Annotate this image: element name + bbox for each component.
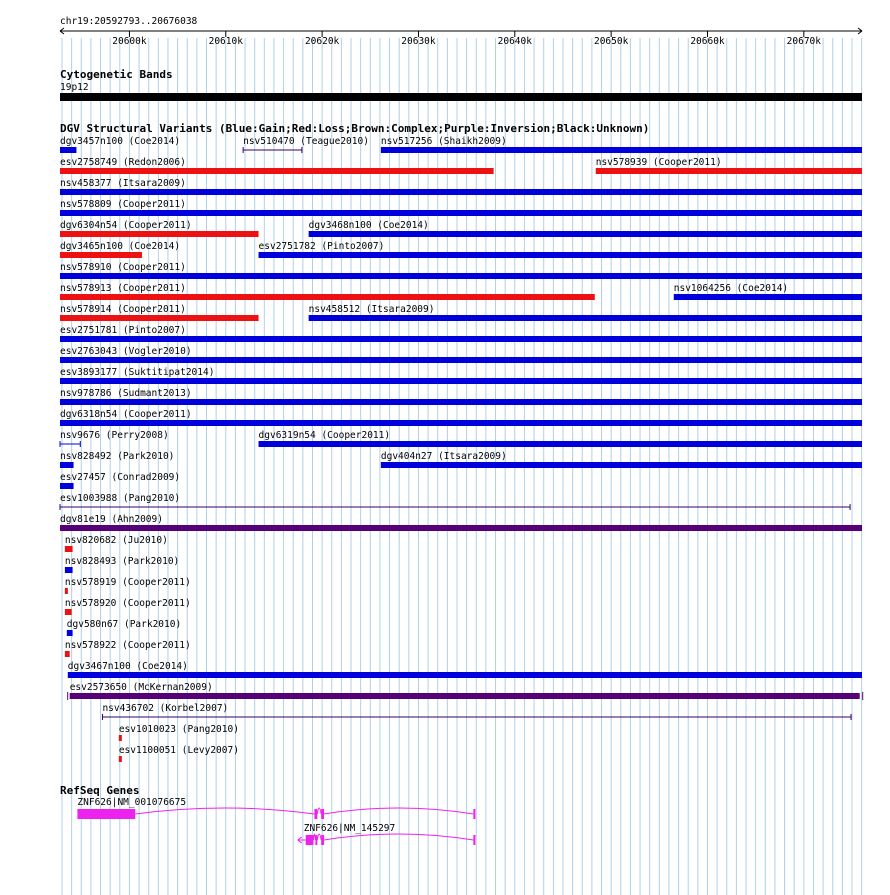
dgv-feature-label: nsv578910 (Cooper2011) <box>60 262 186 273</box>
cytoband-label: 19p12 <box>60 82 89 93</box>
dgv-feature-bar[interactable] <box>65 567 73 573</box>
dgv-feature-label: esv2763043 (Vogler2010) <box>60 346 192 357</box>
gene-label: ZNF626|NM_001076675 <box>77 797 187 808</box>
dgv-feature-bar[interactable] <box>60 168 494 174</box>
dgv-feature-label: nsv578922 (Cooper2011) <box>64 640 191 651</box>
ruler-tick-label: 20660k <box>690 36 725 47</box>
dgv-feature-bar[interactable] <box>60 252 142 258</box>
dgv-feature-bar[interactable] <box>60 336 862 342</box>
dgv-feature-label: esv1100051 (Levy2007) <box>118 745 239 756</box>
dgv-feature-bar[interactable] <box>65 546 73 552</box>
dgv-feature-bar[interactable] <box>65 588 68 594</box>
dgv-feature-bar[interactable] <box>60 525 862 531</box>
dgv-feature-bar[interactable] <box>60 210 862 216</box>
dgv-feature-bar[interactable] <box>381 462 862 468</box>
dgv-feature-label: esv2573650 (McKernan2009) <box>69 682 213 693</box>
dgv-feature-bar[interactable] <box>67 630 73 636</box>
gene-strand-arrow-icon <box>298 837 306 843</box>
dgv-feature-label: dgv580n67 (Park2010) <box>66 619 182 630</box>
dgv-feature-bar[interactable] <box>309 315 862 321</box>
cytoband-track <box>60 68 862 101</box>
gene-intron <box>135 808 314 814</box>
dgv-feature-bar[interactable] <box>60 462 74 468</box>
refseq-title: RefSeq Genes <box>60 784 140 797</box>
dgv-feature-label: nsv510470 (Teague2010) <box>243 136 369 147</box>
dgv-feature-label: esv1010023 (Pang2010) <box>118 724 239 735</box>
ruler-tick-label: 20600k <box>112 36 147 47</box>
dgv-feature-bar[interactable] <box>119 735 122 741</box>
dgv-feature-bar[interactable] <box>70 693 860 699</box>
dgv-feature-label: nsv820682 (Ju2010) <box>64 535 168 546</box>
dgv-feature-bar[interactable] <box>68 672 862 678</box>
gene-exon[interactable] <box>473 809 475 819</box>
ruler-tick-label: 20630k <box>401 36 436 47</box>
dgv-feature-label: nsv436702 (Korbel2007) <box>102 703 229 714</box>
dgv-feature-bar[interactable] <box>60 273 862 279</box>
dgv-feature-label: dgv3468n100 (Coe2014) <box>308 220 429 231</box>
ruler-track <box>60 16 862 47</box>
dgv-feature-label: dgv3457n100 (Coe2014) <box>60 136 181 147</box>
cytoband-title: Cytogenetic Bands <box>60 68 173 81</box>
dgv-feature-label: dgv404n27 (Itsara2009) <box>380 451 507 462</box>
ruler-tick-label: 20670k <box>786 36 821 47</box>
dgv-feature-bar[interactable] <box>60 294 595 300</box>
dgv-feature-bar[interactable] <box>60 378 862 384</box>
gene-intron <box>317 834 321 840</box>
dgv-feature-bar[interactable] <box>674 294 862 300</box>
ruler-tick-label: 20640k <box>497 36 532 47</box>
gene-exon[interactable] <box>306 835 314 845</box>
gene-exon[interactable] <box>321 835 324 845</box>
gene-exon[interactable] <box>473 835 475 845</box>
gene-intron <box>317 808 321 814</box>
dgv-feature-label: dgv6304n54 (Cooper2011) <box>60 220 192 231</box>
dgv-feature-label: dgv6318n54 (Cooper2011) <box>60 409 192 420</box>
dgv-feature-label: dgv3467n100 (Coe2014) <box>67 661 188 672</box>
gene-exon[interactable] <box>321 809 324 819</box>
dgv-feature-label: esv27457 (Conrad2009) <box>60 472 181 483</box>
dgv-feature-bar[interactable] <box>259 441 862 447</box>
dgv-feature-label: nsv458512 (Itsara2009) <box>308 304 435 315</box>
region-label: chr19:20592793..20676038 <box>60 16 198 27</box>
gene-label: ZNF626|NM_145297 <box>303 823 396 834</box>
ruler-tick-label: 20650k <box>593 36 629 47</box>
dgv-feature-label: nsv1064256 (Coe2014) <box>673 283 789 294</box>
dgv-feature-label: nsv578913 (Cooper2011) <box>60 283 186 294</box>
dgv-feature-label: dgv81e19 (Ahn2009) <box>60 514 163 525</box>
dgv-feature-bar[interactable] <box>60 147 76 153</box>
dgv-feature-label: nsv578920 (Cooper2011) <box>64 598 191 609</box>
dgv-feature-label: nsv578919 (Cooper2011) <box>64 577 191 588</box>
refseq-genes <box>77 797 475 845</box>
dgv-feature-bar[interactable] <box>65 651 70 657</box>
dgv-feature-bar[interactable] <box>60 315 259 321</box>
dgv-feature-label: nsv458377 (Itsara2009) <box>60 178 186 189</box>
dgv-feature-label: esv2751781 (Pinto2007) <box>60 325 186 336</box>
dgv-feature-label: nsv828492 (Park2010) <box>60 451 175 462</box>
dgv-feature-label: nsv578914 (Cooper2011) <box>60 304 186 315</box>
dgv-feature-label: dgv3465n100 (Coe2014) <box>60 241 181 252</box>
dgv-feature-bar[interactable] <box>60 420 862 426</box>
ruler-tick-label: 20620k <box>304 36 340 47</box>
gene-exon[interactable] <box>77 809 135 819</box>
dgv-feature-bar[interactable] <box>60 399 862 405</box>
gene-exon[interactable] <box>314 809 317 819</box>
dgv-feature-label: esv3893177 (Suktitipat2014) <box>60 367 215 378</box>
dgv-feature-bar[interactable] <box>60 189 862 195</box>
dgv-feature-bar[interactable] <box>596 168 862 174</box>
dgv-feature-label: nsv517256 (Shaikh2009) <box>380 136 507 147</box>
cytoband-bar[interactable] <box>60 93 862 101</box>
dgv-feature-bar[interactable] <box>381 147 862 153</box>
dgv-feature-label: dgv6319n54 (Cooper2011) <box>258 430 391 441</box>
dgv-feature-bar[interactable] <box>60 483 74 489</box>
refseq-track <box>60 784 475 845</box>
ruler-tick-label: 20610k <box>208 36 243 47</box>
dgv-feature-bar[interactable] <box>119 756 122 762</box>
dgv-feature-bar[interactable] <box>309 231 862 237</box>
dgv-feature-label: nsv828493 (Park2010) <box>64 556 180 567</box>
dgv-feature-bar[interactable] <box>60 357 862 363</box>
dgv-track <box>60 122 863 762</box>
dgv-feature-label: nsv978786 (Sudmant2013) <box>60 388 192 399</box>
dgv-feature-bar[interactable] <box>65 609 72 615</box>
dgv-features <box>60 136 863 762</box>
gene-exon[interactable] <box>315 835 317 845</box>
dgv-title: DGV Structural Variants (Blue:Gain;Red:Loss;Brown:Complex;Purple:Inversion;Black:Unknown) <box>60 122 650 135</box>
dgv-feature-label: esv2751782 (Pinto2007) <box>258 241 385 252</box>
dgv-feature-label: nsv578809 (Cooper2011) <box>60 199 186 210</box>
dgv-feature-label: esv2758749 (Redon2006) <box>60 157 186 168</box>
dgv-feature-label: esv1003988 (Pang2010) <box>60 493 181 504</box>
dgv-feature-bar[interactable] <box>60 231 259 237</box>
gene-intron <box>313 834 315 840</box>
dgv-feature-bar[interactable] <box>259 252 862 258</box>
dgv-feature-label: nsv578939 (Cooper2011) <box>595 157 722 168</box>
dgv-feature-label: nsv9676 (Perry2008) <box>60 430 169 441</box>
